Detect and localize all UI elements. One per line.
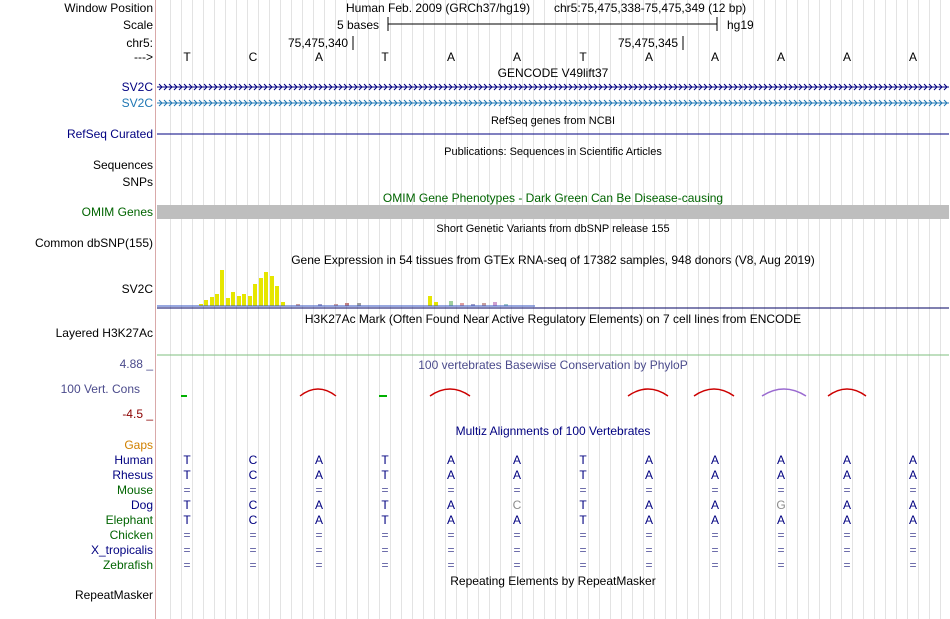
aligned-base: A [710, 498, 719, 512]
aligned-base: C [248, 453, 258, 467]
gtex-tissue-bar [220, 270, 224, 306]
omim-feature-bar[interactable] [157, 205, 949, 219]
gtex-tissue-bar [434, 302, 438, 306]
aligned-base: = [183, 528, 191, 542]
aligned-base: A [908, 468, 917, 482]
dbsnp-label[interactable]: Common dbSNP(155) [34, 236, 153, 250]
aligned-base: T [381, 468, 389, 482]
base-letter: A [644, 50, 653, 64]
aligned-base: = [381, 528, 389, 542]
aligned-base: = [249, 528, 257, 542]
base-letter: C [248, 50, 258, 64]
gencode-gene-2-feature[interactable] [157, 96, 949, 110]
gtex-tissue-bar [237, 296, 241, 306]
aligned-base: = [381, 558, 389, 572]
gtex-tissue-bar [428, 296, 432, 306]
aligned-base: A [644, 513, 653, 527]
strand-label: ---> [134, 50, 153, 64]
aligned-base: = [183, 558, 191, 572]
base-letter: A [776, 50, 785, 64]
gtex-tissue-bar [281, 302, 285, 306]
aligned-base: C [512, 498, 522, 512]
gtex-tissue-bar [231, 292, 235, 306]
omim-label[interactable]: OMIM Genes [81, 205, 153, 219]
window-position-label: Window Position [64, 1, 153, 15]
base-letter: T [579, 50, 587, 64]
gtex-track-title: Gene Expression in 54 tissues from GTEx RNA-seq of 17382 samples, 948 donors (V8, Aug 2019) [291, 253, 815, 267]
aligned-base: = [315, 543, 323, 557]
aligned-base: = [381, 483, 389, 497]
gtex-expression-chart[interactable] [157, 268, 949, 310]
aligned-base: = [909, 558, 917, 572]
aligned-base: T [579, 498, 587, 512]
aligned-base: = [447, 483, 455, 497]
gtex-tissue-bar [493, 302, 497, 306]
coord-right: 75,475,345 [618, 36, 679, 50]
aligned-base: A [446, 453, 455, 467]
aligned-base: = [711, 528, 719, 542]
aligned-base: = [909, 543, 917, 557]
h3k27ac-signal-baseline [157, 354, 949, 356]
scale-label: Scale [122, 18, 153, 32]
aligned-base: = [315, 558, 323, 572]
scale-text: 5 bases [337, 18, 380, 32]
gencode-gene-label-2[interactable]: SV2C [121, 96, 153, 110]
aligned-base: = [711, 483, 719, 497]
aligned-base: A [710, 453, 719, 467]
aligned-base: A [776, 468, 785, 482]
gtex-tissue-bar [226, 298, 230, 306]
base-letter: A [446, 50, 455, 64]
aligned-base: A [908, 513, 917, 527]
aligned-base: A [446, 468, 455, 482]
gtex-tissue-bar [204, 300, 208, 306]
aligned-base: A [644, 498, 653, 512]
phylop-peak [828, 389, 866, 396]
aligned-base: = [447, 558, 455, 572]
coord-left-tick [352, 36, 354, 50]
aligned-base: = [579, 558, 587, 572]
aligned-base: = [645, 543, 653, 557]
aligned-base: C [248, 468, 258, 482]
aligned-base: A [644, 453, 653, 467]
aligned-base: = [315, 483, 323, 497]
aligned-base: = [843, 483, 851, 497]
aligned-base: G [776, 498, 786, 512]
aligned-base: A [314, 468, 323, 482]
aligned-base: = [843, 528, 851, 542]
label-divider [155, 0, 156, 619]
scale-bar [386, 17, 721, 33]
aligned-base: = [777, 543, 785, 557]
h3k27ac-label[interactable]: Layered H3K27Ac [55, 326, 153, 340]
aligned-base: C [248, 498, 258, 512]
h3k27ac-track-title: H3K27Ac Mark (Often Found Near Active Regulatory Elements) on 7 cell lines from ENCODE [304, 312, 802, 326]
gtex-tissue-bar [242, 294, 246, 306]
aligned-base: A [842, 498, 851, 512]
assembly-text: Human Feb. 2009 (GRCh37/hg19) [346, 1, 531, 15]
phylop-min-label: -4.5 _ [122, 407, 153, 421]
aligned-base: A [512, 513, 521, 527]
aligned-base: = [447, 543, 455, 557]
species-label-dog[interactable]: Dog [130, 498, 153, 512]
aligned-base: A [314, 513, 323, 527]
refseq-label[interactable]: RefSeq Curated [66, 127, 153, 141]
species-label-zebrafish[interactable]: Zebrafish [102, 558, 153, 572]
base-letter: A [908, 50, 917, 64]
repeatmasker-label[interactable]: RepeatMasker [74, 588, 153, 602]
gtex-tissue-bar [449, 301, 453, 306]
aligned-base: T [381, 513, 389, 527]
aligned-base: = [249, 543, 257, 557]
refseq-track-title: RefSeq genes from NCBI [490, 115, 616, 127]
aligned-base: T [579, 468, 587, 482]
aligned-base: = [513, 558, 521, 572]
aligned-base: = [183, 483, 191, 497]
coord-right-tick [682, 36, 684, 50]
aligned-base: = [645, 483, 653, 497]
aligned-base: = [645, 528, 653, 542]
base-letter: A [314, 50, 323, 64]
aligned-base: = [381, 543, 389, 557]
aligned-base: A [512, 453, 521, 467]
aligned-base: T [381, 453, 389, 467]
aligned-base: T [183, 513, 191, 527]
pubs-sequences-label[interactable]: Sequences [92, 158, 153, 172]
aligned-base: = [579, 543, 587, 557]
species-label-elephant[interactable]: Elephant [105, 513, 153, 527]
phylop-peak [762, 389, 806, 396]
coord-left: 75,475,340 [288, 36, 349, 50]
aligned-base: A [842, 453, 851, 467]
aligned-base: = [777, 528, 785, 542]
gencode-track-title: GENCODE V49lift37 [497, 66, 609, 80]
aligned-base: A [776, 513, 785, 527]
aligned-base: = [711, 558, 719, 572]
phylop-track-title: 100 vertebrates Basewise Conservation by PhyloP [418, 358, 688, 372]
position-text: chr5:75,475,338-75,475,349 (12 bp) [554, 1, 747, 15]
aligned-base: = [777, 483, 785, 497]
omim-track-title: OMIM Gene Phenotypes - Dark Green Can Be Disease-causing [382, 191, 724, 205]
aligned-base: T [579, 453, 587, 467]
aligned-base: = [579, 483, 587, 497]
aligned-base: T [183, 498, 191, 512]
aligned-base: A [314, 498, 323, 512]
phylop-peak [694, 389, 734, 396]
base-letter: A [710, 50, 719, 64]
aligned-base: = [513, 543, 521, 557]
aligned-base: T [183, 453, 191, 467]
aligned-base: = [513, 483, 521, 497]
aligned-base: = [315, 528, 323, 542]
aligned-base: = [843, 543, 851, 557]
phylop-peak [300, 389, 336, 396]
gtex-tissue-bar [248, 296, 252, 306]
aligned-base: A [446, 498, 455, 512]
aligned-base: A [710, 513, 719, 527]
pubs-track-title: Publications: Sequences in Scientific Articles [444, 146, 662, 158]
phylop-peak [430, 389, 470, 396]
aligned-base: T [381, 498, 389, 512]
gtex-tissue-bar [264, 272, 268, 306]
phylop-max-label: 4.88 _ [119, 357, 153, 371]
repeatmasker-track-title: Repeating Elements by RepeatMasker [450, 574, 656, 588]
aligned-base: T [183, 468, 191, 482]
aligned-base: = [579, 528, 587, 542]
aligned-base: A [908, 453, 917, 467]
species-label-x-tropicalis[interactable]: X_tropicalis [90, 543, 153, 557]
species-label-chicken[interactable]: Chicken [109, 528, 153, 542]
gtex-tissue-bar [259, 278, 263, 306]
refseq-feature[interactable] [157, 127, 949, 141]
gtex-tissue-bar [270, 276, 274, 306]
multiz-gaps-label[interactable]: Gaps [124, 438, 153, 452]
multiz-track-title: Multiz Alignments of 100 Vertebrates [455, 424, 651, 438]
species-label-mouse[interactable]: Mouse [116, 483, 153, 497]
aligned-base: = [249, 483, 257, 497]
base-letter: A [842, 50, 851, 64]
gtex-tissue-bar [210, 297, 214, 306]
aligned-base: T [579, 513, 587, 527]
aligned-base: = [645, 558, 653, 572]
aligned-base: A [644, 468, 653, 482]
aligned-base: A [842, 513, 851, 527]
gtex-tissue-bar [215, 294, 219, 306]
chrom-label: chr5: [126, 36, 153, 50]
aligned-base: = [909, 483, 917, 497]
db-text: hg19 [727, 18, 754, 32]
base-letter: T [183, 50, 191, 64]
aligned-base: A [710, 468, 719, 482]
gtex-label[interactable]: SV2C [121, 282, 153, 296]
species-label-rhesus[interactable]: Rhesus [112, 468, 153, 482]
aligned-base: A [908, 498, 917, 512]
gtex-tissue-bar [275, 286, 279, 306]
phylop-conservation-plot[interactable] [157, 384, 949, 400]
aligned-base: = [447, 528, 455, 542]
species-label-human[interactable]: Human [114, 453, 153, 467]
base-letter: A [512, 50, 521, 64]
pubs-snps-label[interactable]: SNPs [122, 175, 153, 189]
aligned-base: C [248, 513, 258, 527]
dbsnp-track-title: Short Genetic Variants from dbSNP release 155 [436, 223, 670, 235]
aligned-base: = [513, 528, 521, 542]
aligned-base: A [446, 513, 455, 527]
aligned-base: = [909, 528, 917, 542]
aligned-base: = [777, 558, 785, 572]
aligned-base: = [843, 558, 851, 572]
gencode-gene-label-1[interactable]: SV2C [121, 80, 153, 94]
aligned-base: A [842, 468, 851, 482]
aligned-base: = [183, 543, 191, 557]
aligned-base: A [512, 468, 521, 482]
aligned-base: = [711, 543, 719, 557]
phylop-label[interactable]: 100 Vert. Cons [60, 382, 140, 396]
phylop-peak [628, 389, 668, 396]
base-letter: T [381, 50, 389, 64]
aligned-base: = [249, 558, 257, 572]
gencode-gene-1-feature[interactable] [157, 80, 949, 94]
aligned-base: A [314, 453, 323, 467]
gtex-tissue-bar [253, 284, 257, 306]
aligned-base: A [776, 453, 785, 467]
